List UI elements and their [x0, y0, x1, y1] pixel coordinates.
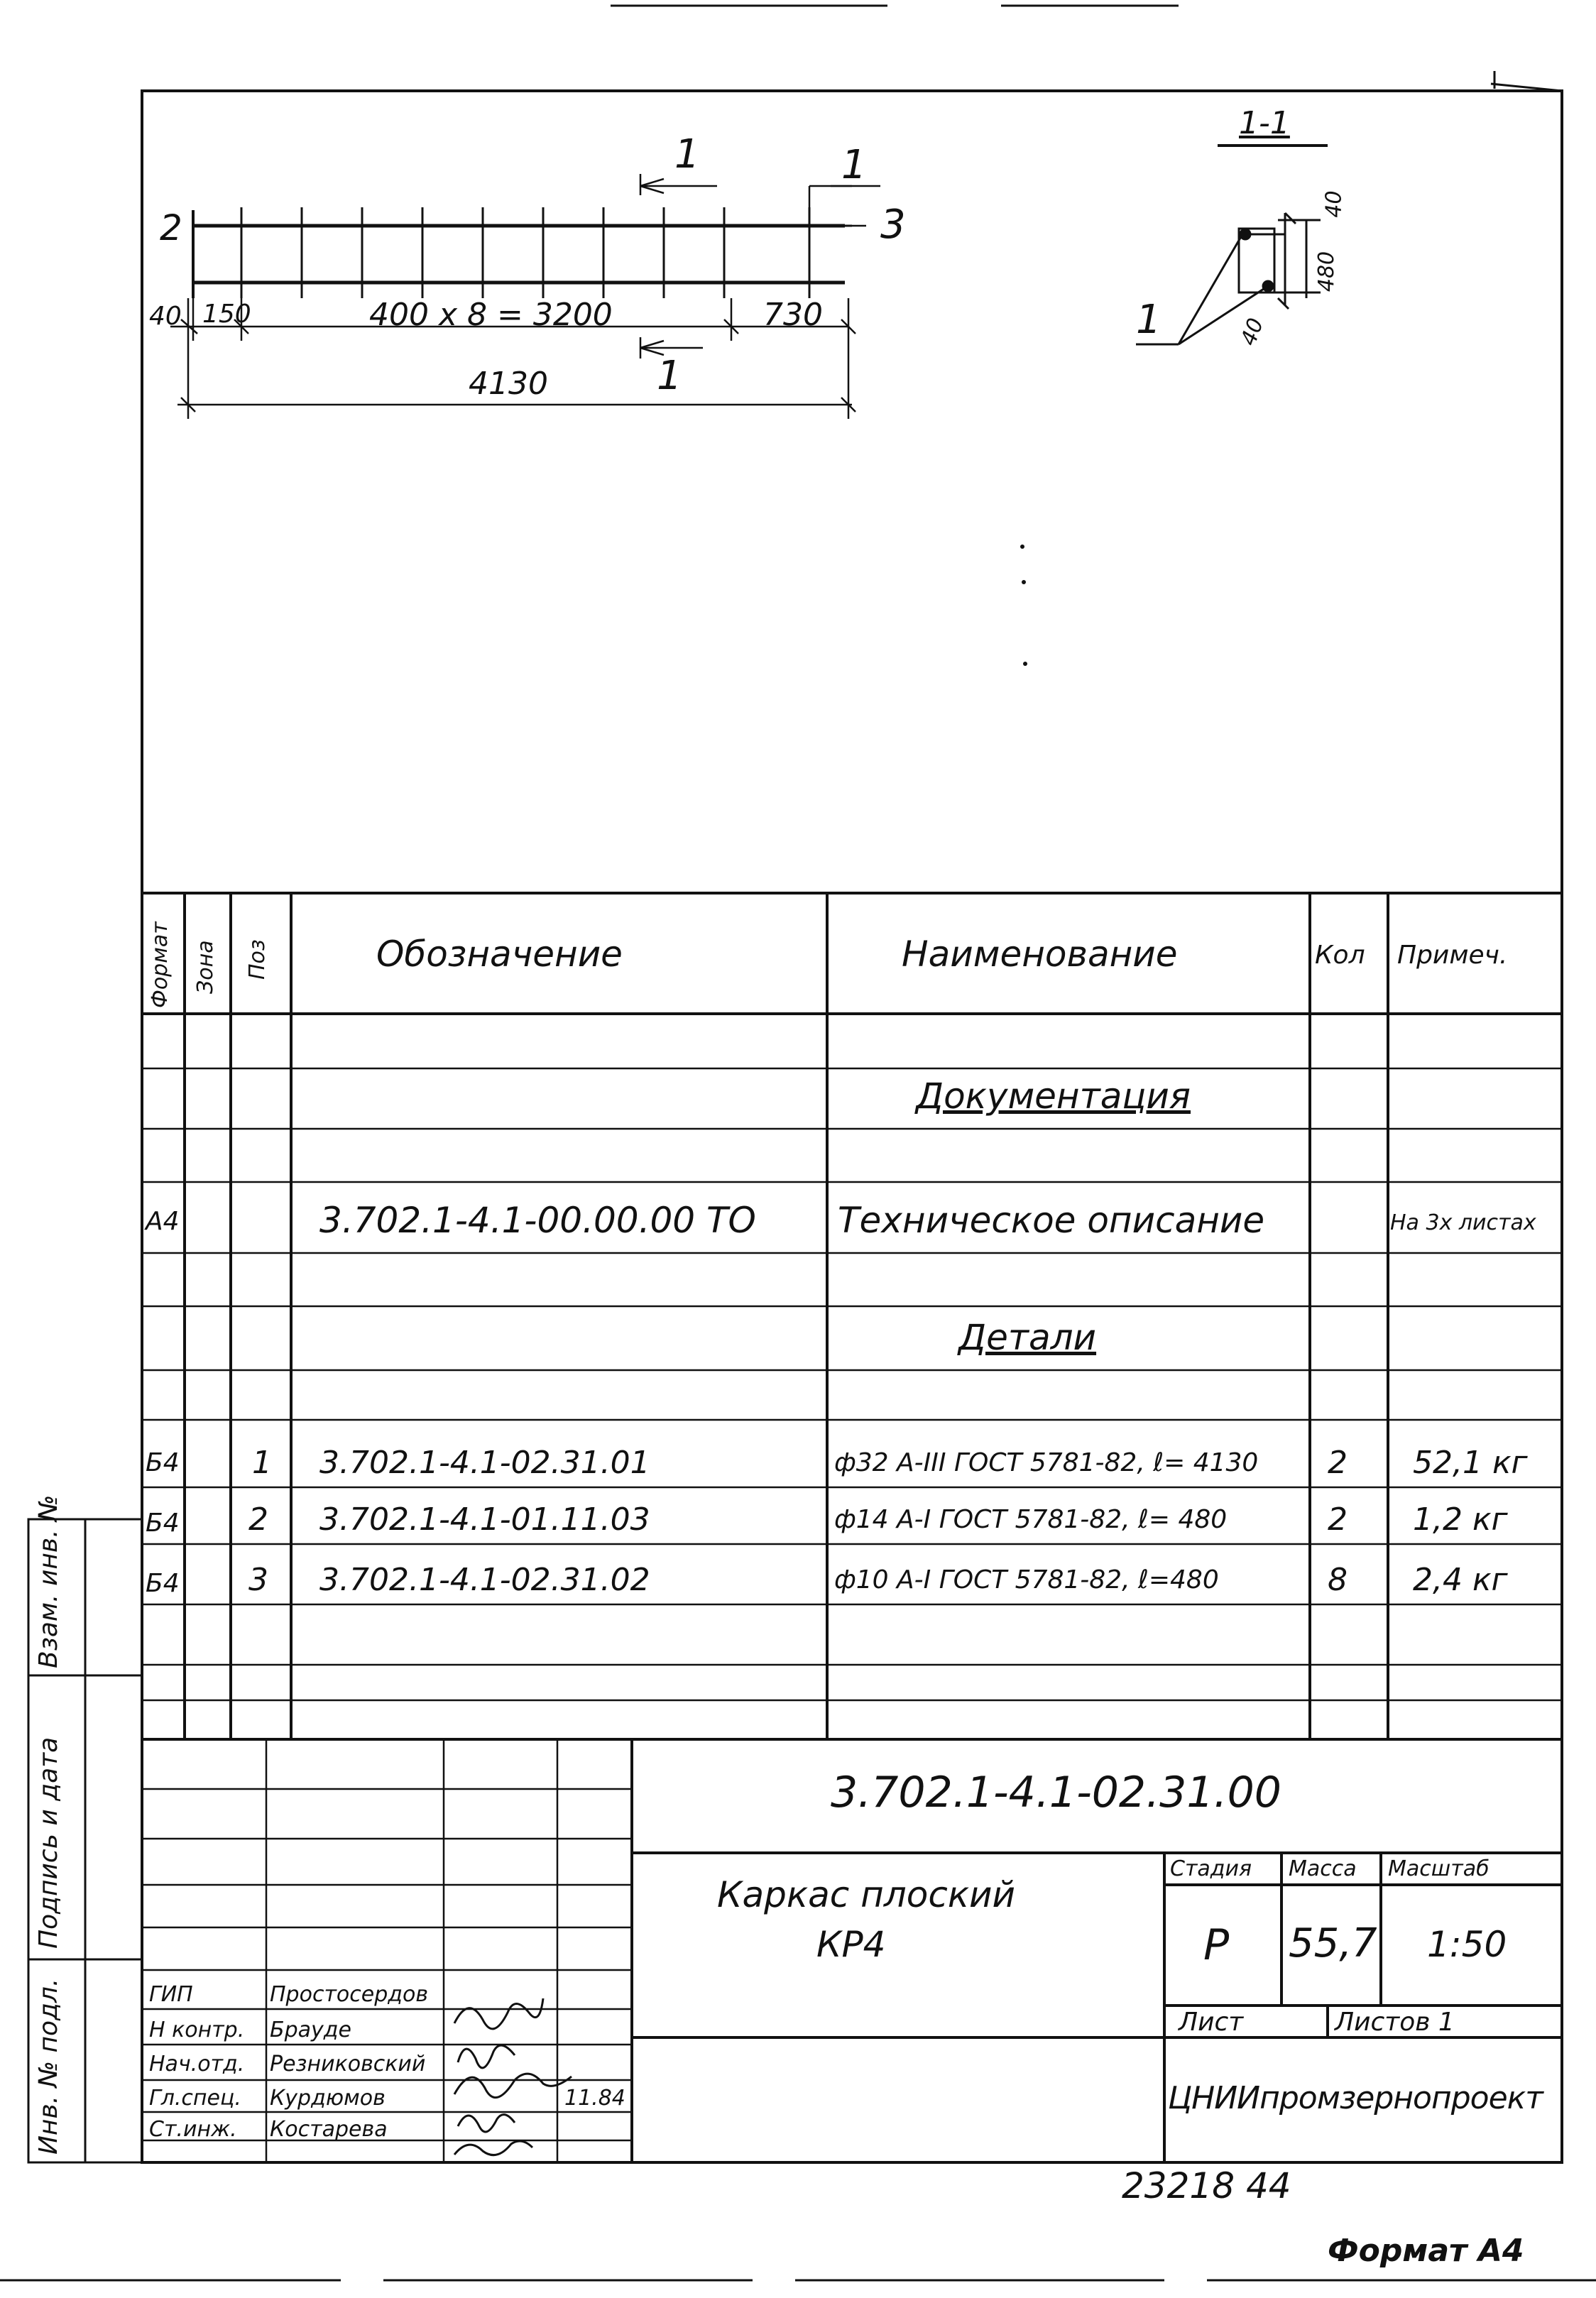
- dim-total: 4130: [469, 366, 548, 402]
- spec-table-rows: [142, 1068, 1562, 1700]
- sheet-label: Лист: [1179, 2008, 1244, 2037]
- spec-table-grid: [142, 893, 1562, 1739]
- scan-dots: [1020, 545, 1027, 666]
- header-pos: Поз: [245, 939, 270, 980]
- row-name: ф32 A-III ГОСТ 5781-82, ℓ= 4130: [834, 1448, 1259, 1477]
- format-label: Формат А4: [1328, 2233, 1524, 2269]
- section-mark-right: 1: [841, 142, 867, 188]
- sig-name: Костарева: [270, 2117, 388, 2142]
- header-designation: Обозначение: [376, 934, 623, 975]
- row-qty: 8: [1328, 1562, 1348, 1598]
- stage-label: Стадия: [1170, 1856, 1252, 1881]
- transverse-bars: [241, 207, 724, 298]
- row-note: 52,1 кг: [1413, 1445, 1528, 1481]
- sig-name: Курдюмов: [270, 2086, 386, 2111]
- mass-label: Масса: [1289, 1856, 1357, 1881]
- row-format: Б4: [146, 1569, 180, 1598]
- section-documentation: Документация: [916, 1076, 1191, 1117]
- section-details: Детали: [958, 1317, 1097, 1358]
- dim-40: 40: [149, 302, 182, 331]
- sig-role: ГИП: [149, 1982, 193, 2007]
- header-name: Наименование: [902, 934, 1178, 975]
- row-name: ф14 A-I ГОСТ 5781-82, ℓ= 480: [834, 1505, 1228, 1534]
- mass-value: 55,7: [1289, 1920, 1377, 1966]
- row-qty: 2: [1328, 1445, 1348, 1481]
- signature-scribbles: [454, 1998, 572, 2155]
- dim-730: 730: [763, 297, 823, 333]
- scale-value: 1:50: [1427, 1924, 1507, 1965]
- stamp-sign-date: Подпись и дата: [34, 1736, 63, 1949]
- section-mark-bottom: 1: [657, 353, 682, 399]
- sig-name: Резниковский: [270, 2052, 426, 2077]
- section-dim-40b: 40: [1236, 314, 1269, 349]
- title-line2: КР4: [816, 1924, 886, 1965]
- doc-row-designation: 3.702.1-4.1-00.00.00 ТО: [319, 1200, 756, 1241]
- doc-row-format: А4: [146, 1207, 180, 1236]
- position-2-label: 2: [160, 207, 182, 248]
- sig-date: 11.84: [564, 2086, 625, 2111]
- inventory-number: 23218 44: [1122, 2165, 1291, 2206]
- row-format: Б4: [146, 1509, 180, 1538]
- row-name: ф10 A-I ГОСТ 5781-82, ℓ=480: [834, 1565, 1219, 1594]
- row-note: 1,2 кг: [1413, 1501, 1508, 1538]
- row-designation: 3.702.1-4.1-02.31.02: [319, 1562, 650, 1598]
- header-note: Примеч.: [1397, 941, 1508, 970]
- position-3-label: 3: [880, 202, 906, 248]
- section-title: 1-1: [1239, 105, 1290, 141]
- frame-drawing: [193, 207, 852, 298]
- section-dim-40a: 40: [1321, 190, 1347, 218]
- header-qty: Кол: [1315, 941, 1365, 970]
- stamp-replace-inv: Взам. инв. №: [34, 1494, 63, 1668]
- doc-row-name: Техническое описание: [838, 1200, 1265, 1241]
- row-pos: 3: [248, 1562, 268, 1598]
- row-designation: 3.702.1-4.1-02.31.01: [319, 1445, 650, 1481]
- section-1-1: [1136, 146, 1328, 344]
- sig-role: Ст.инж.: [149, 2117, 237, 2142]
- header-zone: Зона: [193, 940, 218, 994]
- organization: ЦНИИпромзернопроект: [1168, 2080, 1543, 2116]
- scale-label: Масштаб: [1388, 1856, 1490, 1881]
- sig-name: Брауде: [270, 2018, 351, 2042]
- row-qty: 2: [1328, 1501, 1348, 1538]
- row-pos: 1: [252, 1445, 272, 1481]
- sheets-label: Листов 1: [1335, 2008, 1455, 2037]
- doc-row-note: На 3х листах: [1390, 1210, 1536, 1235]
- section-leader-label: 1: [1136, 297, 1162, 343]
- header-format: Формат: [148, 921, 173, 1008]
- sig-role: Гл.спец.: [149, 2086, 241, 2111]
- row-designation: 3.702.1-4.1-01.11.03: [319, 1501, 650, 1538]
- stamp-inv-orig: Инв. № подл.: [34, 1978, 63, 2155]
- sig-role: Н контр.: [149, 2018, 245, 2042]
- dim-spacing: 400 x 8 = 3200: [369, 297, 613, 333]
- section-dim-480: 480: [1314, 251, 1340, 292]
- stage-value: Р: [1203, 1920, 1230, 1970]
- row-note: 2,4 кг: [1413, 1562, 1508, 1598]
- dim-150: 150: [202, 300, 251, 329]
- sig-role: Нач.отд.: [149, 2052, 245, 2077]
- drawing-code: 3.702.1-4.1-02.31.00: [831, 1768, 1281, 1817]
- sig-name: Простосердов: [270, 1982, 429, 2007]
- row-pos: 2: [248, 1501, 268, 1538]
- title-line1: Каркас плоский: [717, 1874, 1016, 1915]
- row-format: Б4: [146, 1448, 180, 1477]
- section-mark-top: 1: [674, 131, 700, 177]
